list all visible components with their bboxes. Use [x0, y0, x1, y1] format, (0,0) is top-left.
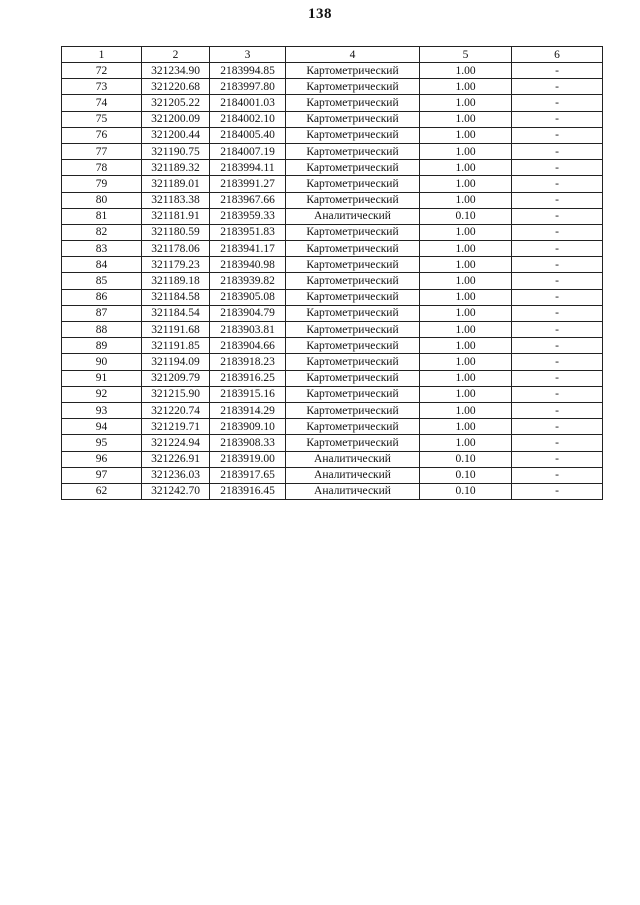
- table-row: [62, 111, 603, 127]
- method-cell: Картометрический: [286, 338, 420, 354]
- accuracy-cell: 1.00: [420, 79, 512, 95]
- y-coordinate-cell: 2183951.83: [210, 224, 286, 240]
- table-row: [62, 273, 603, 289]
- accuracy-cell: 0.10: [420, 451, 512, 467]
- table-body: [62, 63, 603, 500]
- x-coordinate-cell: 321215.90: [142, 386, 210, 402]
- coordinates-table: [61, 46, 603, 500]
- x-coordinate-cell: 321200.09: [142, 111, 210, 127]
- method-cell: Картометрический: [286, 127, 420, 143]
- table-row: [62, 95, 603, 111]
- point-number-cell: 93: [62, 402, 142, 418]
- method-cell: Картометрический: [286, 143, 420, 159]
- y-coordinate-cell: 2183997.80: [210, 79, 286, 95]
- table-row: [62, 241, 603, 257]
- x-coordinate-cell: 321220.68: [142, 79, 210, 95]
- note-cell: -: [512, 467, 603, 483]
- y-coordinate-cell: 2183939.82: [210, 273, 286, 289]
- x-coordinate-cell: 321180.59: [142, 224, 210, 240]
- method-cell: Аналитический: [286, 208, 420, 224]
- accuracy-cell: 1.00: [420, 354, 512, 370]
- note-cell: -: [512, 143, 603, 159]
- column-header-6: 6: [512, 47, 603, 63]
- point-number-cell: 94: [62, 419, 142, 435]
- method-cell: Картометрический: [286, 435, 420, 451]
- y-coordinate-cell: 2183991.27: [210, 176, 286, 192]
- x-coordinate-cell: 321220.74: [142, 402, 210, 418]
- table-row: [62, 289, 603, 305]
- accuracy-cell: 1.00: [420, 95, 512, 111]
- accuracy-cell: 1.00: [420, 143, 512, 159]
- accuracy-cell: 1.00: [420, 160, 512, 176]
- note-cell: -: [512, 192, 603, 208]
- x-coordinate-cell: 321189.18: [142, 273, 210, 289]
- x-coordinate-cell: 321191.85: [142, 338, 210, 354]
- point-number-cell: 78: [62, 160, 142, 176]
- accuracy-cell: 1.00: [420, 257, 512, 273]
- point-number-cell: 85: [62, 273, 142, 289]
- y-coordinate-cell: 2183918.23: [210, 354, 286, 370]
- method-cell: Аналитический: [286, 451, 420, 467]
- method-cell: Картометрический: [286, 322, 420, 338]
- point-number-cell: 96: [62, 451, 142, 467]
- note-cell: -: [512, 127, 603, 143]
- table-row: [62, 257, 603, 273]
- accuracy-cell: 1.00: [420, 322, 512, 338]
- y-coordinate-cell: 2183916.25: [210, 370, 286, 386]
- method-cell: Картометрический: [286, 402, 420, 418]
- table-row: [62, 63, 603, 79]
- point-number-cell: 92: [62, 386, 142, 402]
- method-cell: Картометрический: [286, 79, 420, 95]
- point-number-cell: 73: [62, 79, 142, 95]
- y-coordinate-cell: 2183903.81: [210, 322, 286, 338]
- x-coordinate-cell: 321184.54: [142, 305, 210, 321]
- point-number-cell: 87: [62, 305, 142, 321]
- table-row: [62, 483, 603, 499]
- x-coordinate-cell: 321236.03: [142, 467, 210, 483]
- note-cell: -: [512, 402, 603, 418]
- table-row: [62, 224, 603, 240]
- accuracy-cell: 1.00: [420, 192, 512, 208]
- accuracy-cell: 1.00: [420, 305, 512, 321]
- x-coordinate-cell: 321226.91: [142, 451, 210, 467]
- method-cell: Картометрический: [286, 224, 420, 240]
- accuracy-cell: 0.10: [420, 467, 512, 483]
- y-coordinate-cell: 2184002.10: [210, 111, 286, 127]
- note-cell: -: [512, 386, 603, 402]
- point-number-cell: 75: [62, 111, 142, 127]
- point-number-cell: 76: [62, 127, 142, 143]
- point-number-cell: 90: [62, 354, 142, 370]
- method-cell: Картометрический: [286, 419, 420, 435]
- point-number-cell: 62: [62, 483, 142, 499]
- x-coordinate-cell: 321190.75: [142, 143, 210, 159]
- accuracy-cell: 1.00: [420, 402, 512, 418]
- note-cell: -: [512, 289, 603, 305]
- y-coordinate-cell: 2183908.33: [210, 435, 286, 451]
- table-row: [62, 435, 603, 451]
- note-cell: -: [512, 354, 603, 370]
- method-cell: Картометрический: [286, 305, 420, 321]
- y-coordinate-cell: 2184005.40: [210, 127, 286, 143]
- point-number-cell: 83: [62, 241, 142, 257]
- table-row: [62, 192, 603, 208]
- accuracy-cell: 1.00: [420, 289, 512, 305]
- point-number-cell: 74: [62, 95, 142, 111]
- point-number-cell: 89: [62, 338, 142, 354]
- note-cell: -: [512, 160, 603, 176]
- note-cell: -: [512, 370, 603, 386]
- accuracy-cell: 1.00: [420, 419, 512, 435]
- note-cell: -: [512, 111, 603, 127]
- y-coordinate-cell: 2183914.29: [210, 402, 286, 418]
- note-cell: -: [512, 338, 603, 354]
- note-cell: -: [512, 63, 603, 79]
- point-number-cell: 77: [62, 143, 142, 159]
- x-coordinate-cell: 321183.38: [142, 192, 210, 208]
- accuracy-cell: 1.00: [420, 386, 512, 402]
- point-number-cell: 80: [62, 192, 142, 208]
- y-coordinate-cell: 2183967.66: [210, 192, 286, 208]
- table-row: [62, 79, 603, 95]
- note-cell: -: [512, 419, 603, 435]
- accuracy-cell: 1.00: [420, 176, 512, 192]
- y-coordinate-cell: 2183959.33: [210, 208, 286, 224]
- y-coordinate-cell: 2183904.66: [210, 338, 286, 354]
- x-coordinate-cell: 321191.68: [142, 322, 210, 338]
- point-number-cell: 79: [62, 176, 142, 192]
- y-coordinate-cell: 2184007.19: [210, 143, 286, 159]
- accuracy-cell: 0.10: [420, 483, 512, 499]
- accuracy-cell: 1.00: [420, 273, 512, 289]
- table-row: [62, 143, 603, 159]
- table-row: [62, 354, 603, 370]
- note-cell: -: [512, 451, 603, 467]
- table-row: [62, 322, 603, 338]
- note-cell: -: [512, 435, 603, 451]
- y-coordinate-cell: 2183917.65: [210, 467, 286, 483]
- note-cell: -: [512, 322, 603, 338]
- table-row: [62, 127, 603, 143]
- accuracy-cell: 1.00: [420, 127, 512, 143]
- method-cell: Картометрический: [286, 63, 420, 79]
- column-header-3: 3: [210, 47, 286, 63]
- y-coordinate-cell: 2183940.98: [210, 257, 286, 273]
- table-row: [62, 451, 603, 467]
- x-coordinate-cell: 321224.94: [142, 435, 210, 451]
- accuracy-cell: 1.00: [420, 241, 512, 257]
- y-coordinate-cell: 2183909.10: [210, 419, 286, 435]
- point-number-cell: 91: [62, 370, 142, 386]
- accuracy-cell: 1.00: [420, 63, 512, 79]
- x-coordinate-cell: 321181.91: [142, 208, 210, 224]
- table-row: [62, 370, 603, 386]
- table-row: [62, 176, 603, 192]
- accuracy-cell: 1.00: [420, 111, 512, 127]
- point-number-cell: 81: [62, 208, 142, 224]
- column-header-2: 2: [142, 47, 210, 63]
- point-number-cell: 95: [62, 435, 142, 451]
- x-coordinate-cell: 321184.58: [142, 289, 210, 305]
- x-coordinate-cell: 321234.90: [142, 63, 210, 79]
- table-row: [62, 419, 603, 435]
- x-coordinate-cell: 321219.71: [142, 419, 210, 435]
- x-coordinate-cell: 321194.09: [142, 354, 210, 370]
- method-cell: Картометрический: [286, 370, 420, 386]
- method-cell: Картометрический: [286, 160, 420, 176]
- method-cell: Аналитический: [286, 483, 420, 499]
- x-coordinate-cell: 321200.44: [142, 127, 210, 143]
- note-cell: -: [512, 224, 603, 240]
- y-coordinate-cell: 2183941.17: [210, 241, 286, 257]
- table-header-row: [62, 47, 603, 63]
- x-coordinate-cell: 321242.70: [142, 483, 210, 499]
- method-cell: Картометрический: [286, 386, 420, 402]
- table-row: [62, 338, 603, 354]
- table-row: [62, 208, 603, 224]
- x-coordinate-cell: 321178.06: [142, 241, 210, 257]
- point-number-cell: 72: [62, 63, 142, 79]
- y-coordinate-cell: 2183915.16: [210, 386, 286, 402]
- accuracy-cell: 1.00: [420, 370, 512, 386]
- y-coordinate-cell: 2183916.45: [210, 483, 286, 499]
- note-cell: -: [512, 273, 603, 289]
- y-coordinate-cell: 2183904.79: [210, 305, 286, 321]
- x-coordinate-cell: 321209.79: [142, 370, 210, 386]
- accuracy-cell: 1.00: [420, 338, 512, 354]
- method-cell: Картометрический: [286, 273, 420, 289]
- x-coordinate-cell: 321205.22: [142, 95, 210, 111]
- method-cell: Картометрический: [286, 257, 420, 273]
- method-cell: Картометрический: [286, 192, 420, 208]
- x-coordinate-cell: 321189.32: [142, 160, 210, 176]
- method-cell: Картометрический: [286, 176, 420, 192]
- column-header-5: 5: [420, 47, 512, 63]
- method-cell: Картометрический: [286, 289, 420, 305]
- note-cell: -: [512, 176, 603, 192]
- column-header-4: 4: [286, 47, 420, 63]
- x-coordinate-cell: 321179.23: [142, 257, 210, 273]
- method-cell: Картометрический: [286, 354, 420, 370]
- y-coordinate-cell: 2183994.85: [210, 63, 286, 79]
- point-number-cell: 88: [62, 322, 142, 338]
- point-number-cell: 84: [62, 257, 142, 273]
- method-cell: Картометрический: [286, 241, 420, 257]
- table-row: [62, 386, 603, 402]
- point-number-cell: 97: [62, 467, 142, 483]
- accuracy-cell: 1.00: [420, 224, 512, 240]
- y-coordinate-cell: 2184001.03: [210, 95, 286, 111]
- table-row: [62, 402, 603, 418]
- point-number-cell: 86: [62, 289, 142, 305]
- table-row: [62, 305, 603, 321]
- note-cell: -: [512, 257, 603, 273]
- note-cell: -: [512, 208, 603, 224]
- note-cell: -: [512, 95, 603, 111]
- note-cell: -: [512, 241, 603, 257]
- method-cell: Аналитический: [286, 467, 420, 483]
- accuracy-cell: 1.00: [420, 435, 512, 451]
- method-cell: Картометрический: [286, 111, 420, 127]
- y-coordinate-cell: 2183994.11: [210, 160, 286, 176]
- table-row: [62, 467, 603, 483]
- y-coordinate-cell: 2183905.08: [210, 289, 286, 305]
- note-cell: -: [512, 483, 603, 499]
- x-coordinate-cell: 321189.01: [142, 176, 210, 192]
- y-coordinate-cell: 2183919.00: [210, 451, 286, 467]
- note-cell: -: [512, 305, 603, 321]
- point-number-cell: 82: [62, 224, 142, 240]
- page-number: 138: [308, 6, 332, 22]
- method-cell: Картометрический: [286, 95, 420, 111]
- accuracy-cell: 0.10: [420, 208, 512, 224]
- table-row: [62, 160, 603, 176]
- column-header-1: 1: [62, 47, 142, 63]
- note-cell: -: [512, 79, 603, 95]
